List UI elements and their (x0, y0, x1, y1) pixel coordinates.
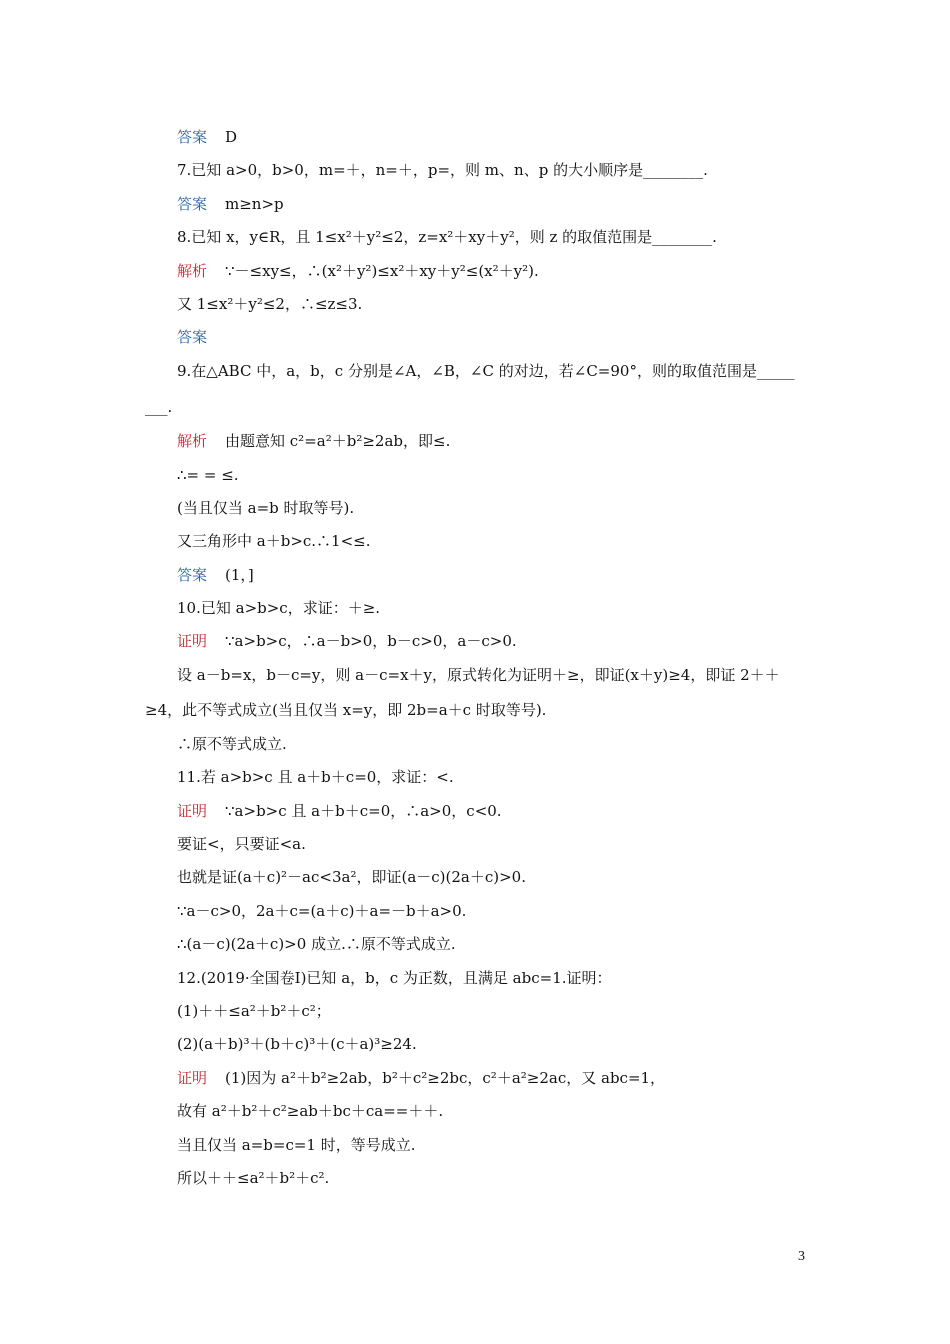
text-line (177, 901, 466, 921)
line-text: ≥4，此不等式成立(当且仅当 x=y，即 2b=a＋c 时取等号). (145, 701, 547, 719)
line-text: 7.已知 a>0，b>0，m=＋，n=＋，p=，则 m、n、p 的大小顺序是________. (177, 161, 708, 179)
section-label: 证明 (177, 1069, 208, 1087)
text-line (145, 397, 172, 417)
text-line (177, 767, 454, 787)
line-text: (当且仅当 a=b 时取等号). (177, 499, 355, 517)
text-line (145, 700, 546, 720)
text-line (177, 801, 502, 821)
line-text: ∴(a－c)(2a＋c)>0 成立.∴原不等式成立. (177, 935, 456, 953)
text-line (177, 294, 362, 314)
line-text: m≥n>p (225, 195, 284, 213)
section-label: 答案 (177, 128, 208, 146)
line-text: 所以＋＋≤a²＋b²＋c². (177, 1169, 330, 1187)
line-text: 11.若 a>b>c 且 a＋b＋c=0，求证：<. (177, 768, 454, 786)
section-label: 证明 (177, 632, 208, 650)
text-line (177, 1001, 331, 1021)
line-text: 故有 a²＋b²＋c²≥ab＋bc＋ca==＋＋. (177, 1102, 444, 1120)
line-text: ∵－≤xy≤，∴(x²＋y²)≤x²＋xy＋y²≤(x²＋y²). (225, 262, 539, 280)
text-line (177, 834, 306, 854)
text-line (177, 465, 239, 485)
text-line (177, 431, 450, 451)
section-label: 答案 (177, 195, 208, 213)
text-line (177, 598, 380, 618)
text-line (177, 1101, 443, 1121)
line-text: 又三角形中 a＋b>c.∴1<≤. (177, 532, 371, 550)
line-text: (1)＋＋≤a²＋b²＋c²； (177, 1002, 331, 1020)
text-line (177, 631, 517, 651)
text-line (177, 194, 284, 214)
line-text: 又 1≤x²＋y²≤2，∴≤z≤3. (177, 295, 363, 313)
line-text: 设 a－b=x，b－c=y，则 a－c=x＋y，原式转化为证明＋≥，即证(x＋y)≥4，即证 2＋＋ (177, 666, 780, 684)
text-line (177, 867, 526, 887)
text-line (177, 1168, 329, 1188)
text-line (177, 261, 539, 281)
text-line (177, 1068, 665, 1088)
text-line (177, 498, 354, 518)
text-line (177, 160, 708, 180)
section-label: 解析 (177, 262, 208, 280)
line-text: (1，] (225, 566, 254, 584)
section-label: 证明 (177, 802, 208, 820)
section-label: 答案 (177, 566, 208, 584)
text-line (177, 1034, 417, 1054)
text-line (177, 361, 794, 381)
line-text: D (225, 128, 238, 146)
section-label: 解析 (177, 432, 208, 450)
line-text: 当且仅当 a=b=c=1 时，等号成立. (177, 1136, 416, 1154)
line-text: (2)(a＋b)³＋(b＋c)³＋(c＋a)³≥24. (177, 1035, 417, 1053)
text-line (177, 665, 780, 685)
line-text: 10.已知 a>b>c，求证：＋≥. (177, 599, 381, 617)
line-text: 8.已知 x，y∈R，且 1≤x²＋y²≤2，z=x²＋xy＋y²，则 z 的取值范围是________. (177, 228, 717, 246)
text-line (177, 1135, 416, 1155)
section-label: 答案 (177, 328, 208, 346)
line-text: ∴原不等式成立. (177, 735, 287, 753)
text-line (177, 968, 612, 988)
text-line (177, 327, 225, 347)
text-line (177, 127, 237, 147)
page-number: 3 (798, 1249, 805, 1264)
line-text: ∴= = ≤. (177, 466, 239, 484)
line-text: 12.(2019·全国卷Ⅰ)已知 a，b，c 为正数，且满足 abc=1.证明： (177, 969, 612, 987)
line-text: 9.在△ABC 中，a，b，c 分别是∠A，∠B，∠C 的对边，若∠C=90°，则的取值范围是_____ (177, 362, 795, 380)
text-line (177, 934, 456, 954)
line-text: (1)因为 a²＋b²≥2ab，b²＋c²≥2bc，c²＋a²≥2ac，又 abc=1， (225, 1069, 666, 1087)
line-text: ___. (145, 398, 173, 416)
line-text: ∵a－c>0，2a＋c=(a＋c)＋a=－b＋a>0. (177, 902, 467, 920)
line-text: 要证<，只要证<a. (177, 835, 306, 853)
text-line (177, 734, 287, 754)
text-line (177, 565, 254, 585)
line-text: 也就是证(a＋c)²－ac<3a²，即证(a－c)(2a＋c)>0. (177, 868, 526, 886)
line-text: 由题意知 c²=a²＋b²≥2ab，即≤. (225, 432, 451, 450)
text-line (177, 227, 717, 247)
text-line (177, 531, 371, 551)
line-text: ∵a>b>c，∴a－b>0，b－c>0，a－c>0. (225, 632, 517, 650)
line-text: ∵a>b>c 且 a＋b＋c=0，∴a>0，c<0. (225, 802, 502, 820)
